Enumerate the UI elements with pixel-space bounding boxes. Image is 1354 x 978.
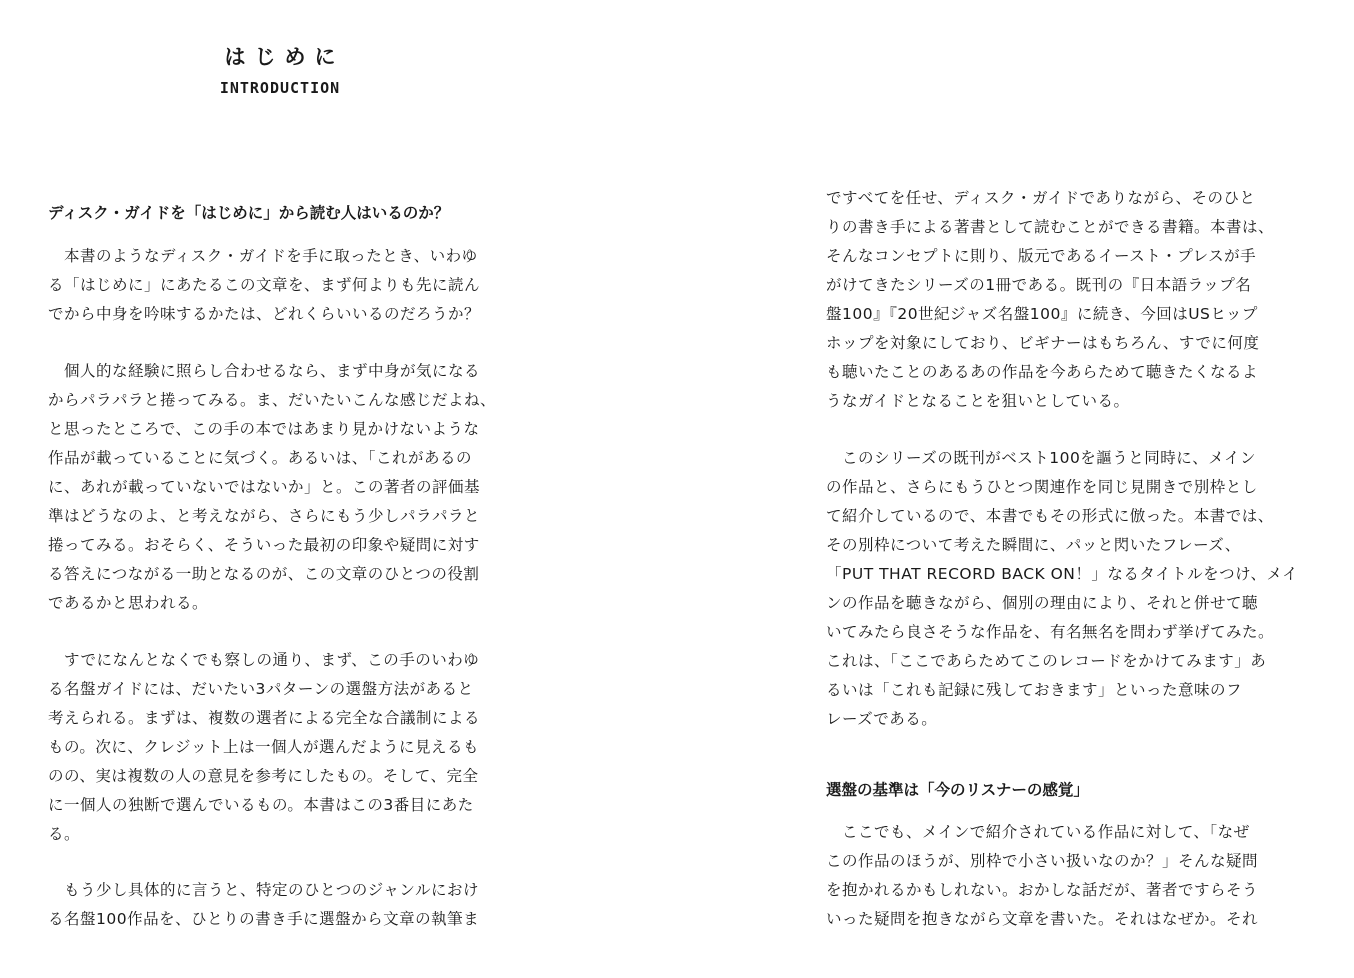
text-line: 「PUT THAT RECORD BACK ON！」なるタイトルをつけ、メイ: [826, 565, 1299, 583]
text-line: 盤100』『20世紀ジャズ名盤100』に続き、今回はUSヒップ: [826, 305, 1258, 323]
text-line: 個人的な経験に照らし合わせるなら、まず中身が気になる: [48, 362, 481, 380]
text-line: ここでも、メインで紹介されている作品に対して、「なぜ: [826, 823, 1250, 841]
text-line: レーズである。: [826, 710, 938, 728]
page-title: はじめに: [224, 45, 345, 69]
text-line: もう少し具体的に言うと、特定のひとつのジャンルにおけ: [48, 881, 479, 899]
text-line: と思ったところで、この手の本ではあまり見かけないような: [48, 420, 480, 438]
text-line: からパラパラと捲ってみる。ま、だいたいこんな感じだよね、: [48, 391, 497, 409]
text-line: その別枠について考えた瞬間に、パッと閃いたフレーズ、: [826, 536, 1241, 554]
text-line: うなガイドとなることを狙いとしている。: [826, 392, 1130, 410]
text-line: そんなコンセプトに則り、版元であるイースト・プレスが手: [826, 247, 1257, 265]
text-line: 準はどうなのよ、と考えながら、さらにもう少しパラパラと: [48, 507, 481, 525]
paragraph: [48, 646, 480, 849]
paragraph: [826, 184, 1274, 416]
text-line: ですべてを任せ、ディスク・ガイドでありながら、そのひと: [826, 189, 1256, 207]
text-line: を抱かれるかもしれない。おかしな話だが、著者ですらそう: [826, 881, 1259, 899]
text-line: て紹介しているので、本書でもその形式に倣った。本書では、: [826, 507, 1274, 525]
text-line: る名盤100作品を、ひとりの書き手に選盤から文章の執筆ま: [48, 910, 480, 928]
text-line: も聴いたことのあるあの作品を今あらためて聴きたくなるよ: [826, 363, 1259, 381]
text-line: のの、実は複数の人の意見を参考にしたもの。そして、完全: [48, 767, 479, 785]
text-line: 作品が載っていることに気づく。あるいは、「これがあるの: [48, 449, 472, 467]
page-title-block: [190, 40, 370, 98]
text-line: いてみたら良さそうな作品を、有名無名を問わず挙げてみた。: [826, 623, 1275, 641]
text-line: もの。次に、クレジット上は一個人が選んだように見えるも: [48, 738, 479, 756]
text-line: であるかと思われる。: [48, 594, 209, 612]
paragraph: [826, 444, 1298, 734]
text-line: に、あれが載っていないではないか」と。この著者の評価基: [48, 478, 481, 496]
text-line: に一個人の独断で選んでいるもの。本書はこの3番目にあた: [48, 796, 474, 814]
text-line: 捲ってみる。おそらく、そういった最初の印象や疑問に対す: [48, 536, 480, 554]
section-heading: ディスク・ガイドを「はじめに」から読む人はいるのか？: [48, 204, 450, 222]
text-line: の作品と、さらにもうひとつ関連作を同じ見開きで別枠とし: [826, 478, 1258, 496]
text-line: このシリーズの既刊がベスト100を謳うと同時に、メイン: [826, 449, 1257, 467]
text-line: るいは「これも記録に残しておきます」といった意味のフ: [826, 681, 1243, 699]
text-line: これは、「ここであらためてこのレコードをかけてみます」あ: [826, 652, 1267, 670]
text-line: ンの作品を聴きながら、個別の理由により、それと併せて聴: [826, 594, 1259, 612]
text-line: でから中身を吟味するかたは、どれくらいいるのだろうか？: [48, 305, 481, 323]
section-heading: 選盤の基準は「今のリスナーの感覚」: [826, 781, 1089, 799]
text-line: 本書のようなディスク・ガイドを手に取ったとき、いわゆ: [48, 247, 478, 265]
paragraph: [48, 242, 480, 329]
text-line: いった疑問を抱きながら文章を書いた。それはなぜか。それ: [826, 910, 1259, 928]
page-subtitle: INTRODUCTION: [219, 79, 341, 97]
paragraph: [48, 876, 479, 934]
paragraph: [826, 818, 1258, 934]
text-line: りの書き手による著書として読むことができる書籍。本書は、: [826, 218, 1275, 236]
text-line: 考えられる。まずは、複数の選者による完全な合議制による: [48, 709, 481, 727]
text-line: すでになんとなくでも察しの通り、まず、この手のいわゆ: [48, 651, 480, 669]
text-line: この作品のほうが、別枠で小さい扱いなのか？」そんな疑問: [826, 852, 1259, 870]
text-line: ホップを対象にしており、ビギナーはもちろん、すでに何度: [826, 334, 1260, 352]
text-line: る。: [48, 825, 81, 843]
text-line: がけてきたシリーズの1冊である。既刊の『日本語ラップ名: [826, 276, 1252, 294]
text-line: る名盤ガイドには、だいたい3パターンの選盤方法があると: [48, 680, 474, 698]
text-line: る答えにつながる一助となるのが、この文章のひとつの役割: [48, 565, 480, 583]
text-line: る「はじめに」にあたるこの文章を、まず何よりも先に読ん: [48, 276, 481, 294]
paragraph: [48, 357, 496, 618]
